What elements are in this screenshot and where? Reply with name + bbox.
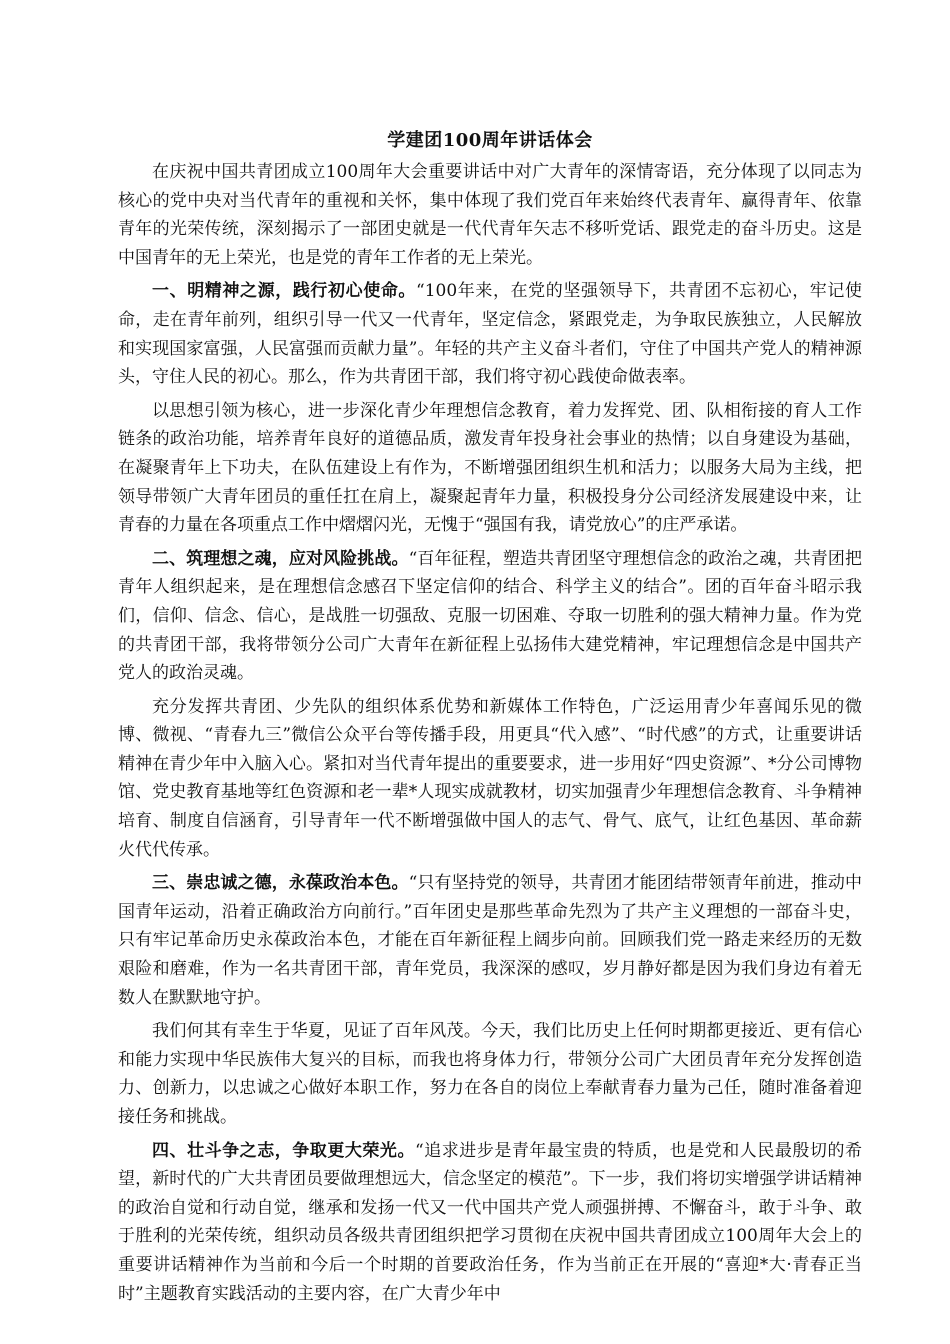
section-heading: 一、明精神之源，践行初心使命。 xyxy=(152,281,417,302)
section-heading: 二、筑理想之魂，应对风险挑战。 xyxy=(152,548,409,569)
paragraph-text: “只有坚持党的领导，共青团才能团结带领青年前进，推动中国青年运动，沿着正确政治方向前行。”百年团史是那些革命先烈为了共产主义理想的一部奋斗史，只有牢记革命历史永葆政治本色，才能在百年新征程上阔步向前。回顾我们党一路走来经历的无数艰险和磨难，作为一名共青团干部，青年党员，我深深的感叹，岁月静好都是因为我们身边有着无数人在默默地守护。 xyxy=(118,873,862,1008)
paragraph-text: 在庆祝中国共青团成立100周年大会重要讲话中对广大青年的深情寄语，充分体现了以同志为核心的党中央对当代青年的重视和关怀，集中体现了我们党百年来始终代表青年、赢得青年、依靠青年的光荣传统，深刻揭示了一部团史就是一代代青年矢志不移听党话、跟党走的奋斗历史。这是中国青年的无上荣光，也是党的青年工作者的无上荣光。 xyxy=(118,162,862,268)
body-paragraph xyxy=(118,158,862,272)
document-title: 学建团100周年讲话体会 xyxy=(387,130,593,151)
body-paragraph xyxy=(118,693,862,865)
body-paragraph xyxy=(118,397,862,540)
body-paragraph xyxy=(118,869,862,1012)
paragraph-text: “100年来，在党的坚强领导下，共青团不忘初心，牢记使命，走在青年前列，组织引导一代又一代青年，坚定信念，紧跟党走，为争取民族独立，人民解放和实现国家富强，人民富强而贡献力量”。年轻的共产主义奋斗者们，守住了中国共产党人的精神源头，守住人民的初心。那么，作为共青团干部，我们将守初心践使命做表率。 xyxy=(118,281,863,388)
paragraph-text: 我们何其有幸生于华夏，见证了百年风茂。今天，我们比历史上任何时期都更接近、更有信心和能力实现中华民族伟大复兴的目标，而我也将身体力行，带领分公司广大团员青年充分发挥创造力、创新力，以忠诚之心做好本职工作，努力在各自的岗位上奉献青春力量为己任，随时准备着迎接任务和挑战。 xyxy=(118,1021,862,1127)
section-heading: 四、壮斗争之志，争取更大荣光。 xyxy=(152,1140,415,1161)
section-heading: 三、崇忠诚之德，永葆政治本色。 xyxy=(152,873,409,894)
document-page xyxy=(118,128,862,1313)
paragraph-text: “百年征程，塑造共青团坚守理想信念的政治之魂，共青团把青年人组织起来，是在理想信念感召下坚定信仰的结合、科学主义的结合”。团的百年奋斗昭示我们，信仰、信念、信心，是战胜一切强敌、克服一切困难、夺取一切胜利的强大精神力量。作为党的共青团干部，我将带领分公司广大青年在新征程上弘扬伟大建党精神，牢记理想信念是中国共产党人的政治灵魂。 xyxy=(118,548,862,684)
body-paragraph xyxy=(118,1017,862,1131)
paragraph-text: “追求进步是青年最宝贵的特质，也是党和人民最殷切的希望，新时代的广大共青团员要做理想远大，信念坚定的模范”。下一步，我们将切实增强学讲话精神的政治自觉和行动自觉，继承和发扬一代又一代中国共产党人顽强拼搏、不懈奋斗，敢于斗争、敢于胜利的光荣传统，组织动员各级共青团组织把学习贯彻在庆祝中国共青团成立100周年大会上的重要讲话精神作为当前和今后一个时期的首要政治任务，作为当前正在开展的“喜迎*大·青春正当时”主题教育实践活动的主要内容，在广大青少年中 xyxy=(118,1140,863,1304)
document-body xyxy=(118,158,862,1308)
paragraph-text: 充分发挥共青团、少先队的组织体系优势和新媒体工作特色，广泛运用青少年喜闻乐见的微博、微视、“青春九三”微信公众平台等传播手段，用更具“代入感”、“时代感”的方式，让重要讲话精神在青少年中入脑入心。紧扣对当代青年提出的重要要求，进一步用好“四史资源”、*分公司博物馆、党史教育基地等红色资源和老一辈*人现实成就教材，切实加强青少年理想信念教育、斗争精神培育、制度自信涵育，引导青年一代不断增强做中国人的志气、骨气、底气，让红色基因、革命薪火代代传承。 xyxy=(118,696,862,860)
body-paragraph xyxy=(118,277,862,391)
paragraph-text: 以思想引领为核心，进一步深化青少年理想信念教育，着力发挥党、团、队相衔接的育人工作链条的政治功能，培养青年良好的道德品质，激发青年投身社会事业的热情；以自身建设为基础，在凝聚青年上下功夫，在队伍建设上有作为，不断增强团组织生机和活力；以服务大局为主线，把领导带领广大青年团员的重任扛在肩上，凝聚起青年力量，积极投身分公司经济发展建设中来，让青春的力量在各项重点工作中熠熠闪光，无愧于“强国有我，请党放心”的庄严承诺。 xyxy=(118,400,862,536)
body-paragraph xyxy=(118,545,862,688)
body-paragraph xyxy=(118,1137,862,1309)
